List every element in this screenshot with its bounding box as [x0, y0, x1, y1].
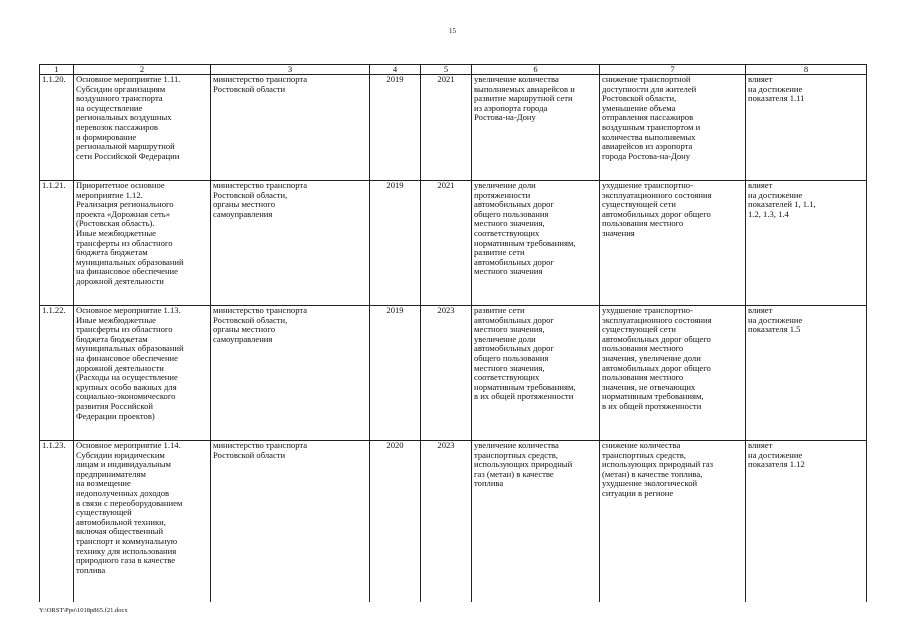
page-number: 15: [449, 27, 456, 35]
event-name: Приоритетное основное мероприятие 1.12. Реализация регионального проекта «Дорожная сеть» (Ростовская область). Иные межбюджетные трансферты из областного бюджета бюджетам муниципальных образований на финансовое обеспечение дорожной деятельности: [74, 181, 211, 306]
table-row: [40, 181, 867, 306]
indicator-link: влияет на достижение показателя 1.11: [746, 75, 867, 181]
end-year: 2021: [421, 75, 472, 181]
start-year: 2019: [370, 306, 421, 441]
start-year: 2020: [370, 441, 421, 602]
event-name: Основное мероприятие 1.13. Иные межбюджетные трансферты из областного бюджета бюджетам муниципальных образований на финансовое обеспечение дорожной деятельности (Расходы на осуществление крупных особо важных для социально-экономического развития Российской Федерации проектов): [74, 306, 211, 441]
event-name: Основное мероприятие 1.11. Субсидии организациям воздушного транспорта на осуществление региональных воздушных перевозок пассажиров и формирование региональной маршрутной сети Российской Федерации: [74, 75, 211, 181]
measures-table: [39, 64, 867, 602]
executor: министерство транспорта Ростовской области, органы местного самоуправления: [211, 306, 370, 441]
end-year: 2023: [421, 306, 472, 441]
non-implementation-consequence: снижение количества транспортных средств, использующих природный газ (метан) в качестве топлива, ухудшение экологической ситуации в регионе: [600, 441, 746, 602]
column-header: 5: [421, 65, 472, 75]
column-header: 1: [40, 65, 74, 75]
event-name: Основное мероприятие 1.14. Субсидии юридическим лицам и индивидуальным предпринимателям на возмещение недополученных доходов в связи с переоборудованием существующей автомобильной техники, включая общественный транспорт и коммунальную технику для использования природного газа в качестве топлива: [74, 441, 211, 602]
table-row: [40, 75, 867, 181]
column-header: 4: [370, 65, 421, 75]
column-header: 2: [74, 65, 211, 75]
table-row: [40, 441, 867, 602]
non-implementation-consequence: ухудшение транспортно- эксплуатационного состояния существующей сети автомобильных дорог общего пользования местного значения: [600, 181, 746, 306]
expected-result: увеличение количества выполняемых авиарейсов и развитие маршрутной сети из аэропорта города Ростова-на-Дону: [472, 75, 600, 181]
non-implementation-consequence: снижение транспортной доступности для жителей Ростовской области, уменьшение объема отправления пассажиров воздушным транспортом и количества выполняемых авиарейсов из аэропорта города Ростова-на-Дону: [600, 75, 746, 181]
column-header: 8: [746, 65, 867, 75]
non-implementation-consequence: ухудшение транспортно- эксплуатационного состояния существующей сети автомобильных дорог общего пользования местного значения, увеличение доли автомобильных дорог общего пользования местного значения, не отвечающих нормативным требованиям, в их общей протяженности: [600, 306, 746, 441]
table-row: [40, 306, 867, 441]
executor: министерство транспорта Ростовской области: [211, 441, 370, 602]
row-number: 1.1.20.: [40, 75, 74, 181]
table-header-row: [40, 65, 867, 75]
indicator-link: влияет на достижение показателя 1.5: [746, 306, 867, 441]
column-header: 7: [600, 65, 746, 75]
expected-result: развитие сети автомобильных дорог местного значения, увеличение доли автомобильных дорог общего пользования местного значения, соответствующих нормативным требованиям, в их общей протяженности: [472, 306, 600, 441]
executor: министерство транспорта Ростовской области: [211, 75, 370, 181]
expected-result: увеличение доли протяженности автомобильных дорог общего пользования местного значения, соответствующих нормативным требованиям, развитие сети автомобильных дорог местного значения: [472, 181, 600, 306]
start-year: 2019: [370, 181, 421, 306]
indicator-link: влияет на достижение показателей 1, 1.1, 1.2, 1.3, 1.4: [746, 181, 867, 306]
column-header: 6: [472, 65, 600, 75]
row-number: 1.1.23.: [40, 441, 74, 602]
end-year: 2021: [421, 181, 472, 306]
start-year: 2019: [370, 75, 421, 181]
indicator-link: влияет на достижение показателя 1.12: [746, 441, 867, 602]
expected-result: увеличение количества транспортных средств, использующих природный газ (метан) в качестве топлива: [472, 441, 600, 602]
end-year: 2023: [421, 441, 472, 602]
column-header: 3: [211, 65, 370, 75]
file-path-footer: Y:\ORST\Ppo\1018p865.f21.docx: [39, 607, 128, 614]
executor: министерство транспорта Ростовской области, органы местного самоуправления: [211, 181, 370, 306]
row-number: 1.1.22.: [40, 306, 74, 441]
row-number: 1.1.21.: [40, 181, 74, 306]
